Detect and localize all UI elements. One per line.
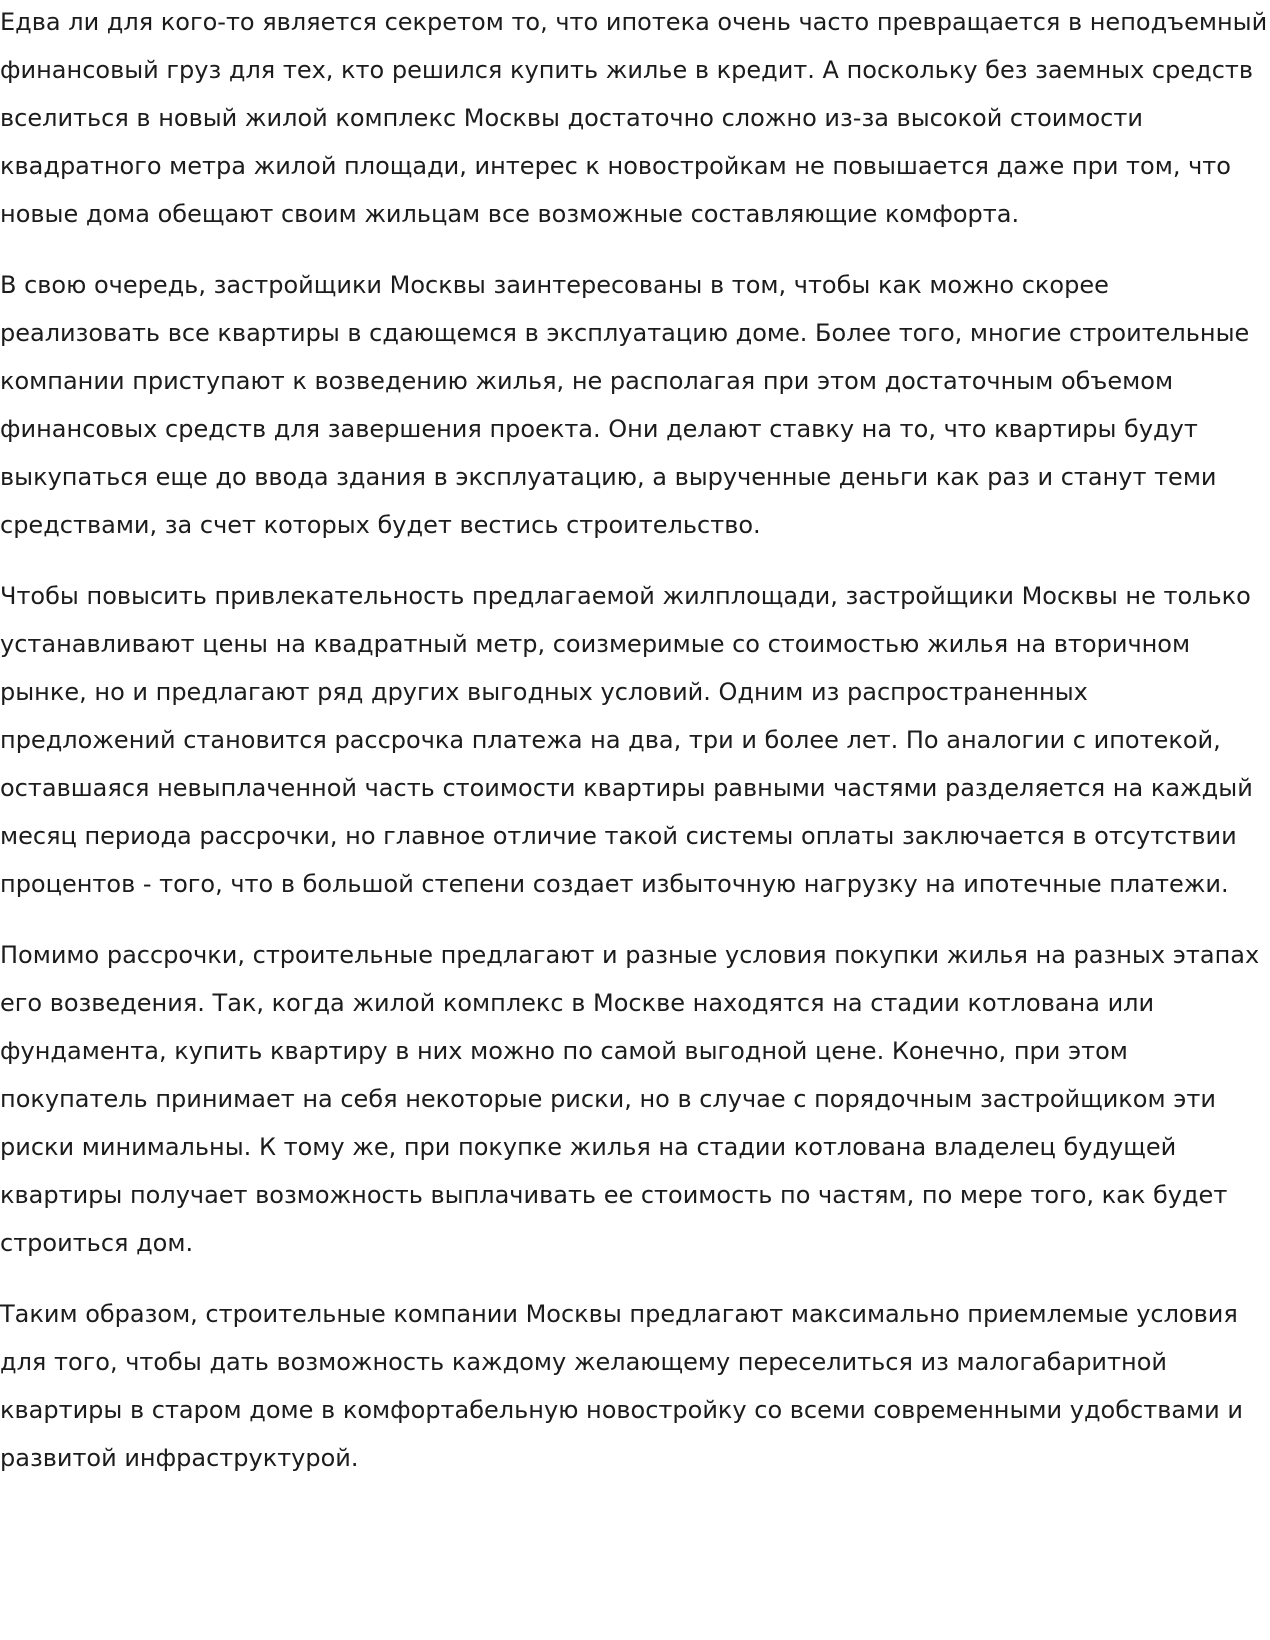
paragraph-5: Таким образом, строительные компании Москвы предлагают максимально приемлемые условия для того, чтобы дать возможность каждому желающему переселиться из малогабаритной квартиры в старом доме в комфортабельную новостройку со всеми современными удобствами и развитой инфраструктурой.	[0, 1300, 1243, 1472]
paragraph-4: Помимо рассрочки, строительные предлагают и разные условия покупки жилья на разных этапах его возведения. Так, когда жилой комплекс в Москве находятся на стадии котлована или фундамента, купить квартиру в них можно по самой выгодной цене. Конечно, при этом покупатель принимает на себя некоторые риски, но в случае с порядочным застройщиком эти риски минимальны. К тому же, при покупке жилья на стадии котлована владелец будущей квартиры получает возможность выплачивать ее стоимость по частям, по мере того, как будет строиться дом.	[0, 941, 1260, 1257]
paragraph-1: Едва ли для кого-то является секретом то, что ипотека очень часто превращается в неподъемный финансовый груз для тех, кто решился купить жилье в кредит. А поскольку без заемных средств вселиться в новый жилой комплекс Москвы достаточно сложно из-за высокой стоимости квадратного метра жилой площади, интерес к новостройкам не повышается даже при том, что новые дома обещают своим жильцам все возможные составляющие комфорта.	[0, 8, 1268, 228]
paragraph-3: Чтобы повысить привлекательность предлагаемой жилплощади, застройщики Москвы не только устанавливают цены на квадратный метр, соизмеримые со стоимостью жилья на вторичном рынке, но и предлагают ряд других выгодных условий. Одним из распространенных предложений становится рассрочка платежа на два, три и более лет. По аналогии с ипотекой, оставшаяся невыплаченной часть стоимости квартиры равными частями разделяется на каждый месяц периода рассрочки, но главное отличие такой системы оплаты заключается в отсутствии процентов - того, что в большой степени создает избыточную нагрузку на ипотечные платежи.	[0, 582, 1253, 898]
paragraph-2: В свою очередь, застройщики Москвы заинтересованы в том, чтобы как можно скорее реализовать все квартиры в сдающемся в эксплуатацию доме. Более того, многие строительные компании приступают к возведению жилья, не располагая при этом достаточным объемом финансовых средств для завершения проекта. Они делают ставку на то, что квартиры будут выкупаться еще до ввода здания в эксплуатацию, а вырученные деньги как раз и станут теми средствами, за счет которых будет вестись строительство.	[0, 271, 1250, 539]
